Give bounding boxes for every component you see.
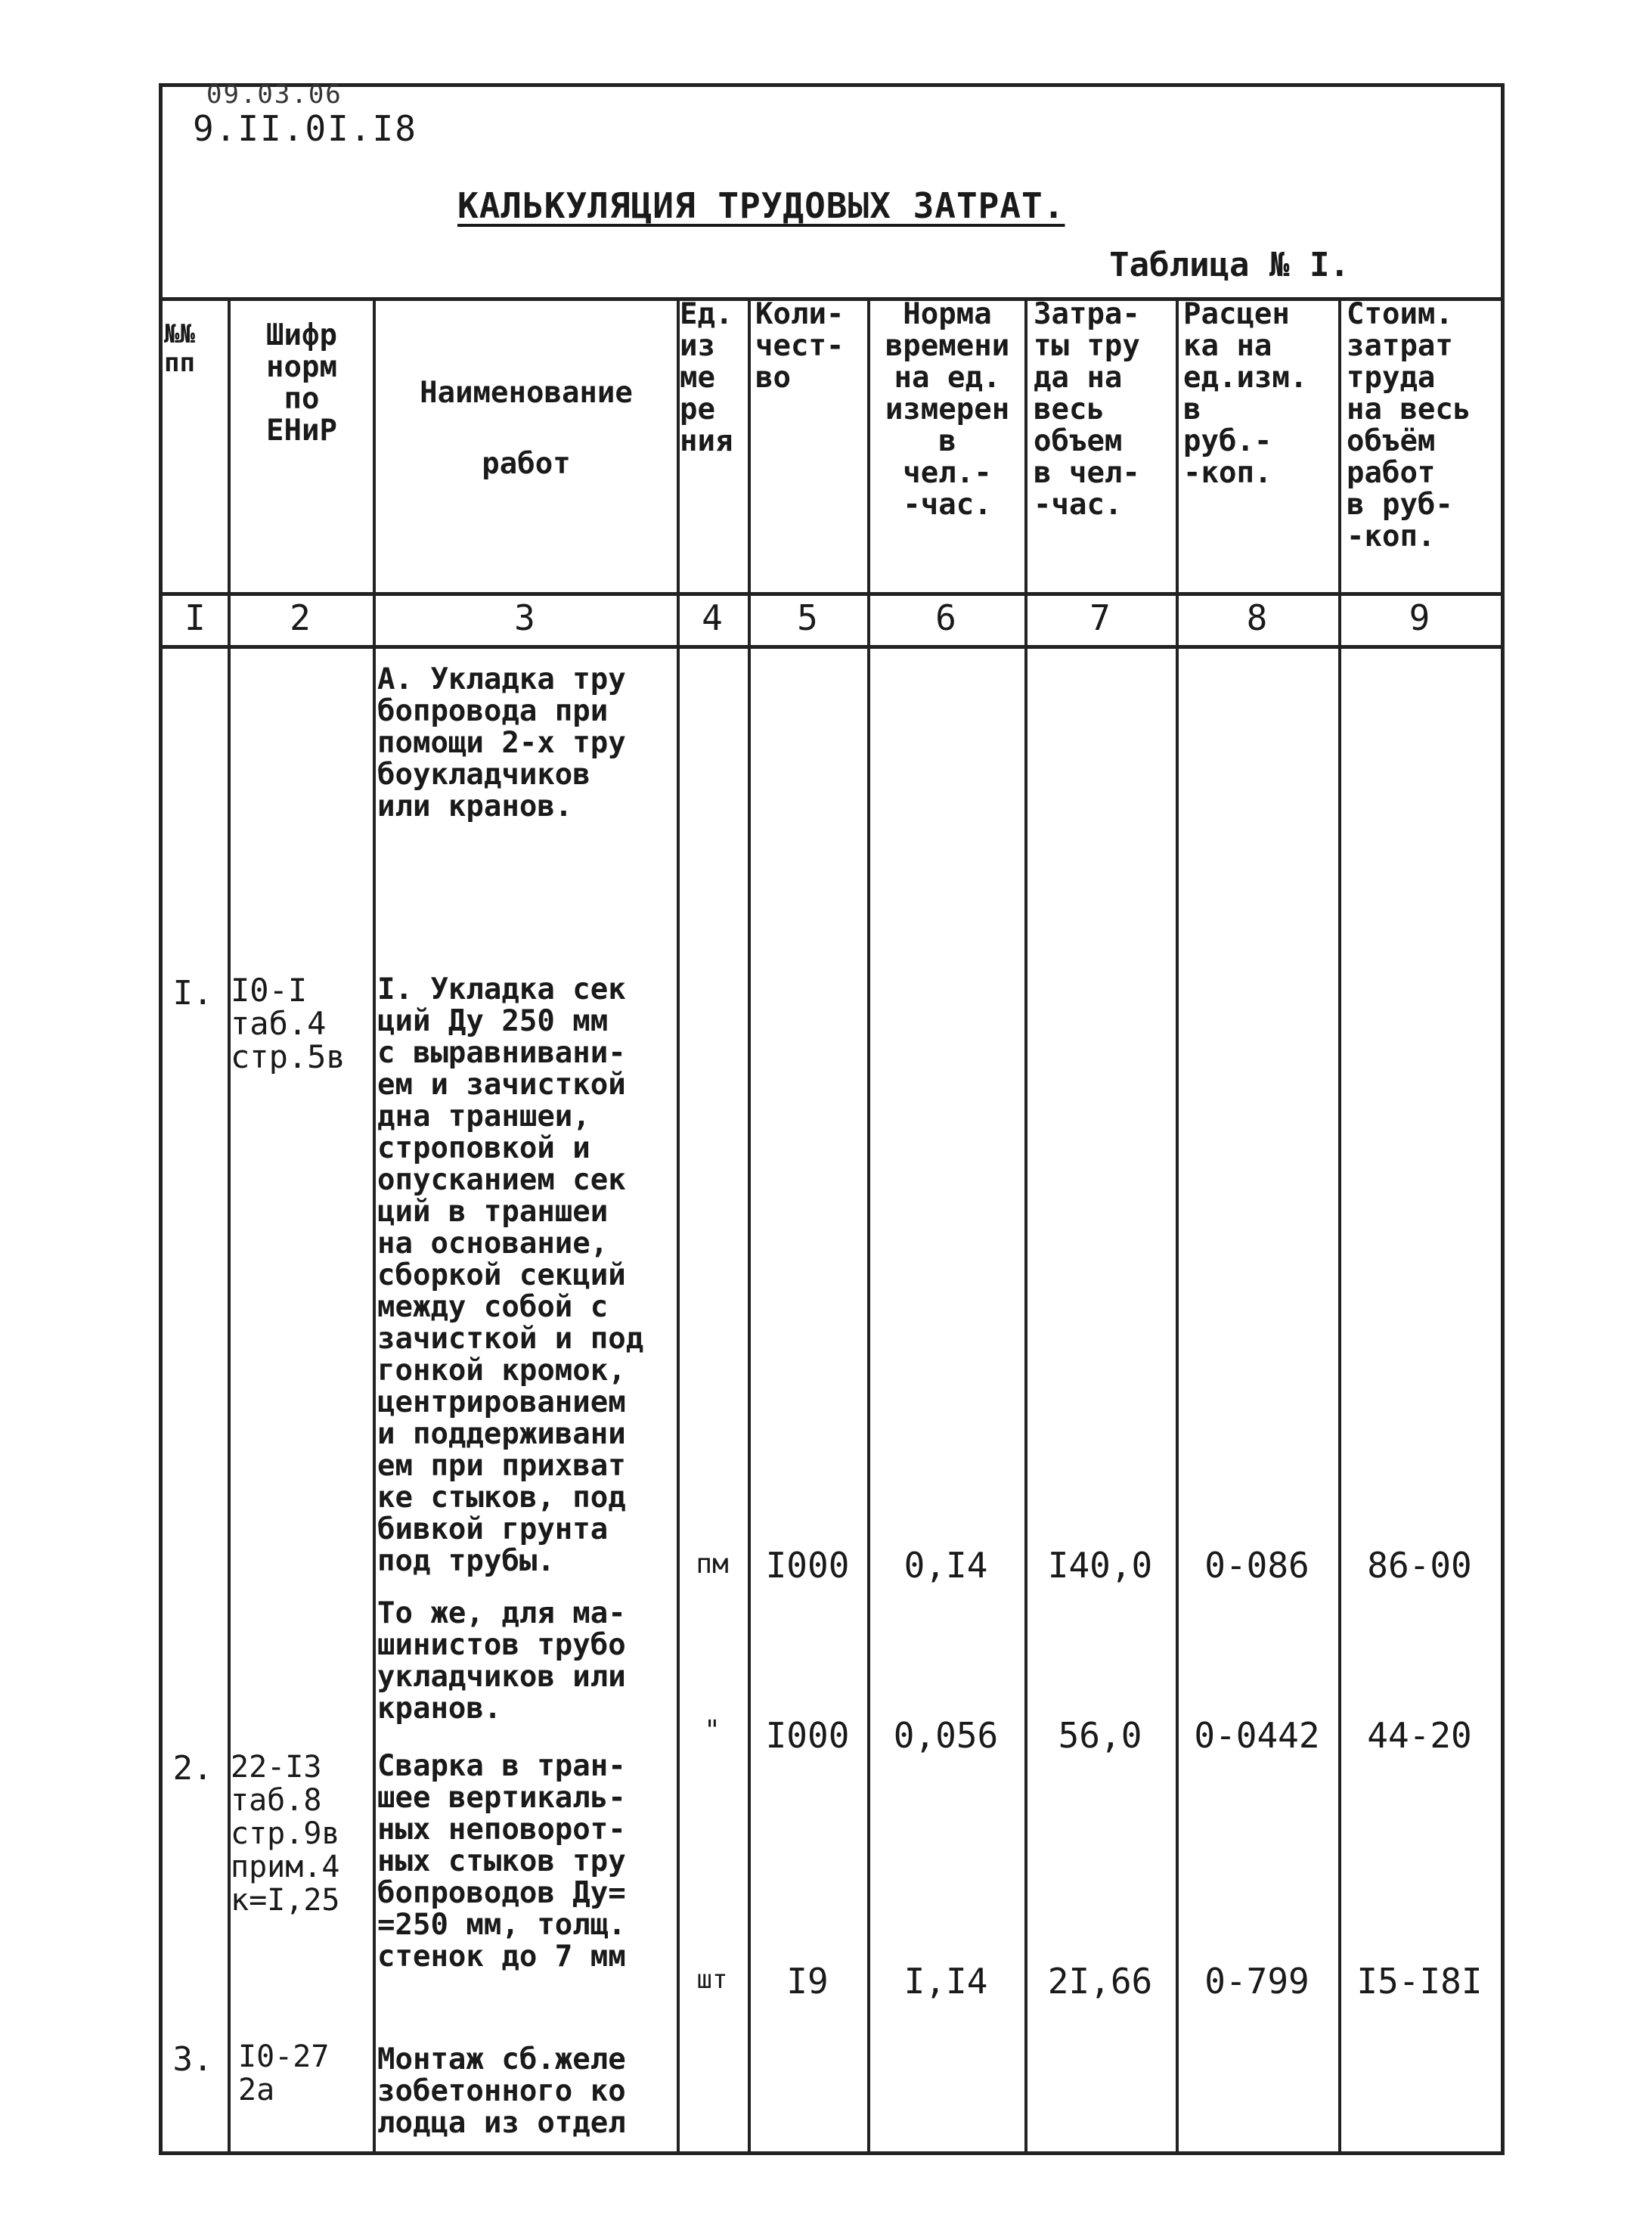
column-number: 2 xyxy=(290,597,311,638)
row-number: I. xyxy=(172,974,213,1013)
document-header xyxy=(163,79,1501,297)
column-divider xyxy=(373,297,376,2151)
labor-cost: I5-I8I xyxy=(1356,1961,1483,2002)
document-title: КАЛЬКУЛЯЦИЯ ТРУДОВЫХ ЗАТРАТ. xyxy=(457,185,1065,226)
labor-total: 2I,66 xyxy=(1047,1961,1153,2002)
header-work-name: Наименование работ xyxy=(420,376,633,481)
unit: " xyxy=(704,1715,721,1746)
unit-rate: 0-799 xyxy=(1204,1961,1310,2002)
column-number: 8 xyxy=(1246,597,1268,638)
column-divider xyxy=(677,297,680,2151)
header-quantity: Коли- чест- во xyxy=(755,299,845,394)
labor-cost-table xyxy=(163,297,1501,2151)
row-number: 2. xyxy=(172,1749,213,1788)
header-row-number: №№ пп xyxy=(164,320,195,377)
header-labor-cost: Стоим. затрат труда на весь объём работ в руб- -коп. xyxy=(1347,299,1471,553)
column-divider xyxy=(1338,297,1341,2151)
quantity: I000 xyxy=(765,1545,850,1586)
quantity: I9 xyxy=(786,1961,829,2002)
labor-cost: 44-20 xyxy=(1367,1715,1472,1756)
column-numbers-rule xyxy=(163,645,1501,649)
document-code: 9.II.0I.I8 xyxy=(193,108,417,149)
header-bottom-rule xyxy=(163,592,1501,596)
header-time-norm: Норма времени на ед. измерен в чел.- -час. xyxy=(885,299,1010,521)
column-number: 5 xyxy=(797,597,818,638)
work-description: Монтаж сб.желе зобетонного ко лодца из отдел xyxy=(377,2044,626,2139)
section-heading: А. Укладка тру бопровода при помощи 2-х тру боукладчиков или кранов. xyxy=(377,664,626,823)
unit: шт xyxy=(696,1965,728,1995)
quantity: I000 xyxy=(765,1715,850,1756)
document-sheet xyxy=(159,79,1505,2155)
header-labor-total: Затра- ты тру да на весь объем в чел- -час. xyxy=(1034,299,1140,521)
unit-rate: 0-0442 xyxy=(1194,1715,1320,1756)
labor-total: 56,0 xyxy=(1058,1715,1142,1756)
header-norm-code: Шифр норм по ЕНиР xyxy=(266,320,337,447)
column-number: 4 xyxy=(702,597,723,638)
column-number: 3 xyxy=(514,597,535,638)
old-document-code: 09.03.06 xyxy=(206,79,342,110)
column-divider xyxy=(748,297,751,2151)
column-divider xyxy=(1024,297,1027,2151)
column-number: 6 xyxy=(935,597,956,638)
unit: пм xyxy=(696,1549,729,1580)
column-number: 7 xyxy=(1089,597,1111,638)
work-description: То же, для ма- шинистов трубо укладчиков или кранов. xyxy=(377,1598,626,1725)
work-description: I. Укладка сек ций Ду 250 мм с выравнивани- ем и зачисткой дна траншеи, строповкой и опусканием сек ций в траншеи на основание, сборкой секций между собой с зачисткой и под гонкой кромок, центрированием и поддерживани ем при прихват ке стыков, под бивкой грунта под трубы. xyxy=(377,974,644,1577)
labor-cost: 86-00 xyxy=(1367,1545,1472,1586)
time-norm: 0,056 xyxy=(893,1715,999,1756)
header-unit-rate: Расцен ка на ед.изм. в руб.- -коп. xyxy=(1183,299,1308,489)
header-unit: Ед. из ме ре ния xyxy=(680,299,733,457)
column-number: I xyxy=(184,597,206,638)
time-norm: 0,I4 xyxy=(903,1545,988,1586)
labor-total: I40,0 xyxy=(1047,1545,1153,1586)
column-number: 9 xyxy=(1409,597,1430,638)
work-description: Сварка в тран- шее вертикаль- ных неповорот- ных стыков тру бопроводов Ду= =250 мм, толщ. стенок до 7 мм xyxy=(377,1751,626,1973)
norm-code: I0-27 2а xyxy=(238,2040,330,2107)
unit-rate: 0-086 xyxy=(1204,1545,1310,1586)
column-divider xyxy=(867,297,870,2151)
time-norm: I,I4 xyxy=(903,1961,988,2002)
table-label: Таблица № I. xyxy=(1109,246,1350,284)
row-number: 3. xyxy=(172,2040,213,2079)
column-divider xyxy=(1176,297,1179,2151)
norm-code: 22-I3 таб.8 стр.9в прим.4 к=I,25 xyxy=(231,1751,340,1917)
norm-code: I0-I таб.4 стр.5в xyxy=(231,974,346,1074)
